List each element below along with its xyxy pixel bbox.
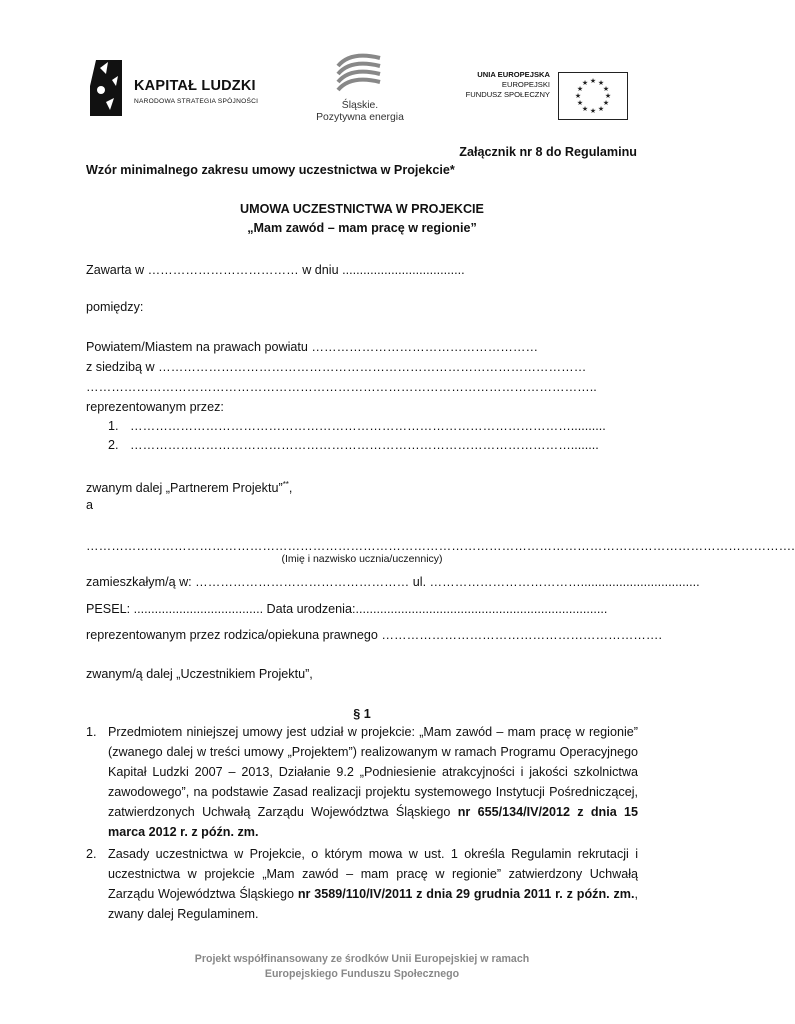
and-label: a (86, 498, 94, 512)
seat-line: z siedzibą w ………………………………………………………………………………………… (86, 360, 587, 374)
partner-footnote-mark: ** (282, 480, 289, 489)
svg-text:★: ★ (597, 105, 605, 113)
section-1-point-1 (86, 722, 638, 842)
pesel-line: PESEL: ..................................... Data urodzenia:........................................................................ (86, 602, 608, 616)
svg-text:★: ★ (581, 105, 589, 113)
svg-text:★: ★ (602, 85, 610, 93)
template-title: Wzór minimalnego zakresu umowy uczestnictwa w Projekcie* (86, 163, 455, 177)
county-line: Powiatem/Miastem na prawach powiatu ……………………………………………… (86, 340, 539, 354)
eu-flag-icon (558, 72, 628, 120)
concluded-line: Zawarta w ……………………………… w dniu ................................... (86, 263, 465, 277)
partner-comma: , (288, 481, 293, 496)
svg-text:★: ★ (589, 77, 597, 85)
svg-text:★: ★ (589, 107, 597, 115)
address-line: zamieszkałym/ą w: …………………………………………… ul. ……………………………….................................. (86, 575, 700, 589)
seat-continuation-line: ………………………………………………………………………………………………………….. (86, 380, 597, 394)
kapital-ludzki-logo (86, 58, 276, 118)
slaskie-line1: Śląskie. (341, 100, 379, 111)
section-1-point-2 (86, 844, 638, 924)
section-heading: § 1 (353, 707, 371, 721)
point-2-resolution: nr 3589/110/IV/2011 z dnia 29 grudnia 2011 r. z późn. zm. (297, 887, 635, 901)
parent-line: reprezentowanym przez rodzica/opiekuna prawnego …………………………………………………………. (86, 628, 662, 642)
contract-title: UMOWA UCZESTNICTWA W PROJEKCIE (240, 202, 484, 216)
representative-1-line: …………………………………………………………………………………………….......... (130, 419, 606, 433)
partner-line (86, 475, 292, 498)
footer-line1: Projekt współfinansowany ze środków Unii Europejskiej w ramach (194, 953, 530, 965)
representative-1-number: 1. (108, 419, 119, 433)
student-name-line: ……………………………………………………………………………………………………………………………………………………. (86, 539, 795, 553)
kapital-ludzki-emblem-icon (86, 58, 130, 118)
participant-line: zwanym/ą dalej „Uczestnikiem Projektu”, (86, 667, 313, 681)
svg-text:★: ★ (604, 92, 612, 100)
slaskie-wave-icon (334, 52, 384, 96)
point-1-number: 1. (86, 725, 97, 739)
svg-text:★: ★ (576, 85, 584, 93)
svg-text:★: ★ (597, 79, 605, 87)
point-2-number: 2. (86, 847, 97, 861)
represented-by-label: reprezentowanym przez: (86, 400, 224, 414)
svg-text:★: ★ (581, 79, 589, 87)
representative-2-number: 2. (108, 438, 119, 452)
between-label: pomiędzy: (86, 300, 144, 314)
kapital-ludzki-subtitle: NARODOWA STRATEGIA SPÓJNOŚCI (134, 98, 259, 105)
point-1-text: Przedmiotem niniejszej umowy jest udział w projekcie: „Mam zawód – mam pracę w regionie” (zwanego dalej w treści umowy „Projektem”) realizowanym w ramach Programu Operacyjnego Kapitał Ludzki 2007 – 2013, Działanie 9.2 „Podniesienie atrakcyjności i jakości szkolnictwa zawodowego”, na podstawie Zasad realizacji projektu systemowego Instytucji Pośredniczącej, zatwierdzonych Uchwałą Zarządu Województwa Śląskiego (108, 725, 638, 819)
annex-label: Załącznik nr 8 do Regulaminu (459, 145, 637, 159)
kapital-ludzki-title: KAPITAŁ LUDZKI (134, 78, 256, 94)
slaskie-logo (300, 52, 420, 128)
eu-line1: UNIA EUROPEJSKA (477, 70, 550, 79)
point-2-ending: , zwany dalej Regulaminem. (108, 887, 638, 921)
representative-2-line: ……………………………………………………………………………………………........ (130, 438, 599, 452)
footer-line2: Europejskiego Funduszu Społecznego (264, 968, 460, 980)
eu-line2: EUROPEJSKI (501, 80, 550, 89)
project-name: „Mam zawód – mam pracę w regionie” (247, 221, 477, 235)
slaskie-line2: Pozytywna energia (316, 112, 404, 123)
svg-text:★: ★ (602, 99, 610, 107)
section-1-list (86, 722, 638, 924)
point-2-text: Zasady uczestnictwa w Projekcie, o którym mowa w ust. 1 określa Regulamin rekrutacji i uczestnictwa w projekcie „Mam zawód – mam pracę w regionie” zatwierdzony Uchwałą Zarządu Województwa Śląskiego (108, 847, 638, 901)
eu-logo (440, 70, 550, 110)
svg-text:★: ★ (576, 99, 584, 107)
eu-line3: FUNDUSZ SPOŁECZNY (465, 90, 550, 99)
svg-text:★: ★ (574, 92, 582, 100)
partner-text: zwanym dalej „Partnerem Projektu” (86, 481, 283, 496)
point-1-resolution: nr 655/134/IV/2012 z dnia 15 marca 2012 r. z późn. zm. (108, 805, 639, 839)
student-name-caption: (Imię i nazwisko ucznia/uczennicy) (281, 553, 443, 565)
